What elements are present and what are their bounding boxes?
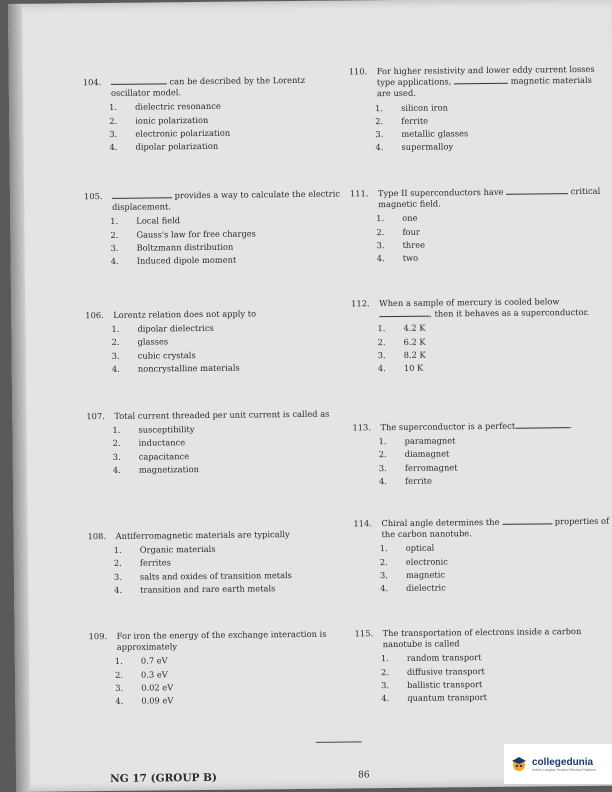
option-text: Local field <box>136 215 181 227</box>
question-110 <box>349 64 608 156</box>
option-number: 1. <box>112 425 121 436</box>
question-text-continued: magnetic materials are used. <box>376 75 592 99</box>
option-number: 3. <box>376 239 385 250</box>
question-text: For higher resistivity and lower eddy current losses type applications, <box>376 63 595 88</box>
option-number: 2. <box>110 229 119 240</box>
end-rule <box>316 741 362 742</box>
option-text: optical <box>405 542 435 554</box>
option-number: 1. <box>113 545 122 556</box>
exam-code: NG 17 (GROUP B) <box>110 771 218 785</box>
question-text: Chiral angle determines the <box>381 516 500 529</box>
option-number: 4. <box>112 464 121 475</box>
option-number: 1. <box>378 436 387 447</box>
option-text: dipolar polarization <box>135 140 219 152</box>
option-text: quantum transport <box>407 691 487 703</box>
option-number: 2. <box>378 449 387 460</box>
option-number: 1. <box>109 102 118 113</box>
option-text: magnetization <box>138 463 199 475</box>
question-number: 105. <box>83 191 103 202</box>
option-text: Organic materials <box>139 544 216 555</box>
question-number: 111. <box>349 188 369 199</box>
option-number: 1. <box>376 213 385 224</box>
option-number: 1. <box>379 543 388 554</box>
option-text: 10 K <box>403 362 424 373</box>
option-number: 1. <box>110 216 119 227</box>
page-number: 86 <box>358 770 370 781</box>
question-105 <box>84 189 343 270</box>
option-number: 2. <box>111 337 120 348</box>
watermark-tagline: India's Largest Student Review Platform <box>532 767 596 772</box>
question-106 <box>85 308 344 378</box>
question-text: provides a way to calculate the electric displacement. <box>112 188 341 213</box>
option-text: Induced dipole moment <box>136 254 237 266</box>
question-text: can be described by the Lorentz oscillator model. <box>110 74 306 99</box>
option-text: four <box>402 226 420 237</box>
option-number: 4. <box>377 363 386 374</box>
option-text: diffusive transport <box>406 665 485 677</box>
question-text-continued: properties of the carbon nanotube. <box>381 515 610 540</box>
option-text: 4.2 K <box>403 323 426 334</box>
page-binding-edge <box>8 4 30 792</box>
option-text: Boltzmann distribution <box>136 241 234 253</box>
option-number: 2. <box>109 115 118 126</box>
question-number: 108. <box>87 531 107 542</box>
option-text: ferromagnet <box>404 461 458 473</box>
option-text: supermalloy <box>401 141 454 153</box>
option-text: ballistic transport <box>407 678 483 690</box>
question-text: Type II superconductors have <box>377 186 504 199</box>
option-text: dielectric <box>406 582 446 593</box>
question-114 <box>353 516 612 597</box>
option-number: 2. <box>112 438 121 449</box>
option-text: dipolar dielectrics <box>137 323 214 334</box>
option-number: 3. <box>115 682 124 693</box>
option-text: Gauss's law for free charges <box>136 227 256 240</box>
option-text: one <box>402 213 418 224</box>
answer-blank <box>515 427 569 429</box>
option-number: 2. <box>379 556 388 567</box>
option-text: dielectric resonance <box>135 101 221 113</box>
option-number: 1. <box>114 656 123 667</box>
option-text: noncrystalline materials <box>137 362 240 374</box>
option-number: 4. <box>110 255 119 266</box>
answer-blank <box>506 193 568 195</box>
answer-blank <box>111 83 167 85</box>
question-number: 113. <box>352 422 371 433</box>
question-107 <box>86 409 345 479</box>
answer-blank <box>379 316 429 318</box>
option-number: 3. <box>109 128 118 139</box>
option-text: random transport <box>406 652 482 664</box>
option-text: capacitance <box>138 450 190 462</box>
option-number: 3. <box>111 350 120 361</box>
option-number: 2. <box>380 666 389 677</box>
question-109 <box>89 628 348 709</box>
option-number: 1. <box>377 323 386 334</box>
question-text: The transportation of electrons inside a carbon nanotube is called <box>382 626 582 650</box>
question-text-continued: , then it behaves as a superconductor. <box>429 307 590 319</box>
option-number: 3. <box>381 679 390 690</box>
question-number: 114. <box>353 518 372 529</box>
option-text: glasses <box>137 336 169 348</box>
option-text: paramagnet <box>404 435 456 447</box>
option-number: 2. <box>375 115 384 126</box>
question-text: The superconductor is a perfect <box>380 420 516 433</box>
option-number: 4. <box>378 475 387 486</box>
question-text-continued: critical magnetic field. <box>378 185 601 210</box>
option-text: salts and oxides of transition metals <box>139 569 292 582</box>
option-text: 8.2 K <box>403 349 426 360</box>
question-number: 110. <box>348 66 368 77</box>
question-text: Antiferromagnetic materials are typically <box>115 529 290 541</box>
question-text: Total current threaded per unit current is called as <box>114 408 330 421</box>
collegedunia-watermark <box>504 744 612 784</box>
option-number: 4. <box>109 141 118 152</box>
question-text: For iron the energy of the exchange interaction is approximately <box>116 628 327 653</box>
option-text: two <box>402 252 419 263</box>
answer-blank <box>454 83 508 85</box>
question-number: 109. <box>88 630 108 642</box>
question-text: Lorentz relation does not apply to <box>113 308 257 320</box>
question-111 <box>350 186 609 267</box>
option-number: 3. <box>377 349 386 360</box>
option-number: 4. <box>381 692 390 704</box>
option-text: ferrites <box>139 557 171 569</box>
option-text: electronic <box>405 555 448 567</box>
watermark-name: collegedunia <box>532 756 594 768</box>
option-number: 3. <box>112 451 121 462</box>
option-number: 3. <box>375 129 384 140</box>
question-number: 104. <box>82 77 102 88</box>
question-number: 106. <box>85 310 104 321</box>
graduate-cap-icon <box>510 755 528 773</box>
option-text: silicon iron <box>401 101 448 113</box>
question-104 <box>83 75 342 156</box>
option-text: 0.02 eV <box>141 682 174 693</box>
option-number: 1. <box>375 102 384 113</box>
option-number: 4. <box>380 582 389 594</box>
question-number: 112. <box>351 298 370 309</box>
option-text: 0.7 eV <box>140 655 168 667</box>
option-text: inductance <box>138 437 186 449</box>
exam-page <box>8 0 612 792</box>
option-text: 0.09 eV <box>141 695 174 706</box>
answer-blank <box>502 523 552 525</box>
option-text: 0.3 eV <box>140 668 168 680</box>
option-number: 4. <box>376 253 385 264</box>
option-number: 3. <box>110 242 119 253</box>
option-number: 4. <box>111 363 120 374</box>
option-text: transition and rare earth metals <box>140 582 276 595</box>
option-text: electronic polarization <box>135 127 231 139</box>
option-number: 3. <box>113 571 122 582</box>
question-number: 107. <box>86 411 105 422</box>
option-text: cubic crystals <box>137 349 196 361</box>
option-number: 2. <box>376 226 385 237</box>
option-text: ferrite <box>401 115 429 126</box>
question-113 <box>352 420 611 490</box>
question-115 <box>355 626 612 707</box>
option-text: three <box>402 239 426 250</box>
option-number: 2. <box>113 558 122 569</box>
option-number: 4. <box>375 142 384 153</box>
option-number: 1. <box>380 653 389 664</box>
question-108 <box>88 528 347 598</box>
option-number: 2. <box>114 669 124 680</box>
question-text-continued: . <box>569 420 572 431</box>
question-number: 115. <box>354 628 374 639</box>
question-text: When a sample of mercury is cooled below <box>379 296 560 309</box>
option-text: susceptibility <box>138 424 195 435</box>
option-number: 2. <box>377 336 386 347</box>
option-number: 1. <box>111 324 120 335</box>
left-column <box>82 1 341 706</box>
option-text: metallic glasses <box>401 128 469 139</box>
option-text: 6.2 K <box>403 336 426 347</box>
option-number: 3. <box>378 462 387 473</box>
question-112 <box>351 296 610 377</box>
answer-blank <box>112 197 172 199</box>
option-text: ferrite <box>404 475 432 486</box>
option-text: ionic polarization <box>135 114 209 126</box>
option-number: 4. <box>114 584 123 595</box>
option-number: 4. <box>115 695 124 706</box>
option-number: 3. <box>379 569 388 580</box>
option-text: diamagnet <box>404 448 450 460</box>
option-text: magnetic <box>405 569 446 580</box>
